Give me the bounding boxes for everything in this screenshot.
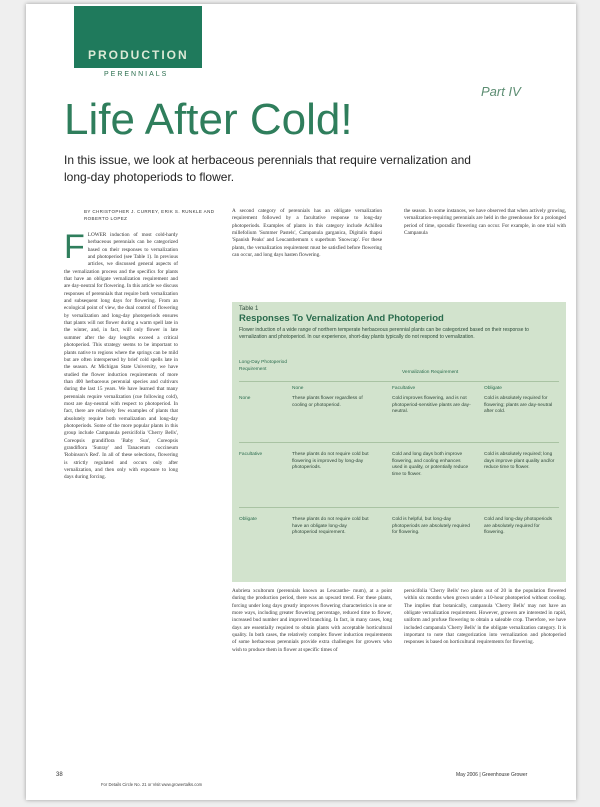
table-col-header: None — [292, 386, 304, 391]
part-label: Part IV — [481, 84, 521, 99]
table-column-group: Vernalization Requirement — [402, 370, 459, 375]
table-cell: These plants do not require cold but have an obligate long-day photoperiod requirement. — [292, 517, 369, 536]
body-column-2: A second category of perennials has an obligate vernalization requirement followed by a facultative response to long-day photoperiods. Examples of plants in this category include Achillea millefolium 'Summer Pastels', Campanula garganica, Digitalis thapsi 'Spanish Peaks' and Leucanthemum x superbum 'Snowcap'. For these plants, the vernalization requirement must be satisfied before flowering can occur, and long days hasten flowering. — [232, 208, 382, 259]
table-cell: Cold is absolutely required; long days improve plant quality and/or reduce time to flower. — [484, 452, 555, 471]
footer-credit: For Details Circle No. 21 or Visit www.growertalks.com — [101, 782, 203, 787]
page-number: 38 — [56, 772, 63, 778]
table-rule — [239, 507, 559, 508]
body-column-1 — [64, 232, 178, 762]
magazine-page — [26, 4, 576, 800]
table-cell: Cold is helpful, but long-day photoperiods are absolutely required for flowering. — [392, 517, 470, 536]
body-text: LOWER induction of most cold-hardy herbaceous perennials can be categorized based on their responses to vernalization and photoperiod (see Table 1). In previous articles, we discussed general aspects of the vernalization process and the specifics for plants that have an obligate vernalization requirement and are day-neutral for flowering. In this article we discuss responses of perennials that require both vernalization and subsequent long days for flowering. From an ecological point of view, the dual control of flowering by vernalization and long-day photoperiods ensures that plants will not flower during a warm spell late in the winter, and, in fact, will only flower in late summer after the day lengths exceed a critical photoperiod. This strategy seems to be important to plants native to regions where the springs can be mild but are often interspersed by brief cold spells late in the season. At Michigan State University, we have studied the flower induction requirements of more than 400 herbaceous perennial species and cultivars during the last 15 years. We have learned that many perennials require vernalization (cue following cold), most are day-neutral with respect to photoperiod. In fact, there are relatively few examples of plants that absolutely require both vernalization and long-day photoperiods. Some of the more popular plants in this group include Campanula persicifolia 'Cherry Bells', Coreopsis grandiflora 'Baby Sun', Coreopsis grandiflora 'Sunray' and Tanacetum coccineum 'Robinson's Red'. In all of these selections, flowering is strictly regulated and occurs only after vernalization, and then only with exposure to long days during forcing. — [64, 232, 178, 481]
drop-cap: F — [64, 232, 85, 266]
byline: BY CHRISTOPHER J. CURREY, ERIK S. RUNKLE AND ROBERTO LOPEZ — [84, 209, 215, 221]
table-cell: Cold is absolutely required for flowering; plants are day-neutral after cold. — [484, 396, 553, 415]
table-col-header: Facultative — [392, 386, 416, 391]
table-col-header: Obligate — [484, 386, 502, 391]
table-rule — [239, 442, 559, 443]
table-title: Responses To Vernalization And Photoperiod — [239, 313, 444, 324]
table-label: Table 1 — [239, 306, 259, 312]
table-row-header: Long-Day Photoperiod Requirement — [239, 360, 288, 372]
table-row-label: None — [239, 396, 251, 401]
table-cell: These plants flower regardless of cooling or photoperiod. — [292, 396, 363, 408]
table-intro: Flower induction of a wide range of northern temperate herbaceous perennial plants can be categorized based on their response to vernalization and photoperiod. In our experience, short-day plants typically do not respond to vernalization. — [239, 327, 529, 340]
body-column-bottom-1: Aubrieta xcultorum (perennials known as Leucanthe- mum), at a point during the production period, there was an upward trend. For these plants, forcing under long days greatly improves flowering characteristics in one or more ways, including greater flowering percentage, reduced time to flower, increased bud number and improved branching. In fact, in many cases, long days are essentially required to obtain plants with acceptable horticultural quality. In both cases, the relatively complex flower induction requirements of some herbaceous perennials provide extra challenges for growers who wish to produce them in flower at specific times of — [232, 588, 392, 653]
table-1 — [232, 302, 566, 582]
table-row-label: Obligate — [239, 517, 257, 522]
table-row-label: Facultative — [239, 452, 263, 457]
footer-issue: May 2006 | Greenhouse Grower — [456, 772, 528, 778]
section-subtitle: PERENNIALS — [104, 71, 169, 78]
table-cell: Cold and long-day photoperiods are absolutely required for flowering. — [484, 517, 553, 536]
section-label: PRODUCTION — [88, 48, 189, 62]
table-cell: These plants do not require cold but flowering is improved by long-day photoperiods. — [292, 452, 369, 471]
article-title: Life After Cold! — [64, 95, 353, 144]
article-deck: In this issue, we look at herbaceous perennials that require vernalization and long-day photoperiods to flower. — [64, 153, 471, 184]
table-cell: Cold improves flowering, and is not photoperiod-sensitive plants are day-neutral. — [392, 396, 471, 415]
table-rule — [239, 381, 559, 382]
table-cell: Cold and long days both improve flowering, and cooling enhances used in quality, or potentially reduce time to flower. — [392, 452, 469, 477]
body-column-3: the season. In some instances, we have observed that when actively growing, vernalization-requiring perennials are held in the greenhouse for a prolonged period of time, sporadic flowering can occur. For example, in one trial with Campanula — [404, 208, 566, 237]
body-column-bottom-2: persicifolia 'Cherry Bells' two plants out of 20 in the population flowered within six months when grown under a 10-hour photoperiod without cooling. The implies that botanically, campanula 'Cherry Bells' may not have an obligate vernalization requirement. However, growers are interested in rapid, uniform and profuse flowering to obtain a saleable crop. Therefore, we have included campanula 'Cherry Bells' in the obligate vernalization category. It is important to note that categorization into vernalization and photoperiod responses is based on horticultural requirements for flowering. — [404, 588, 566, 646]
